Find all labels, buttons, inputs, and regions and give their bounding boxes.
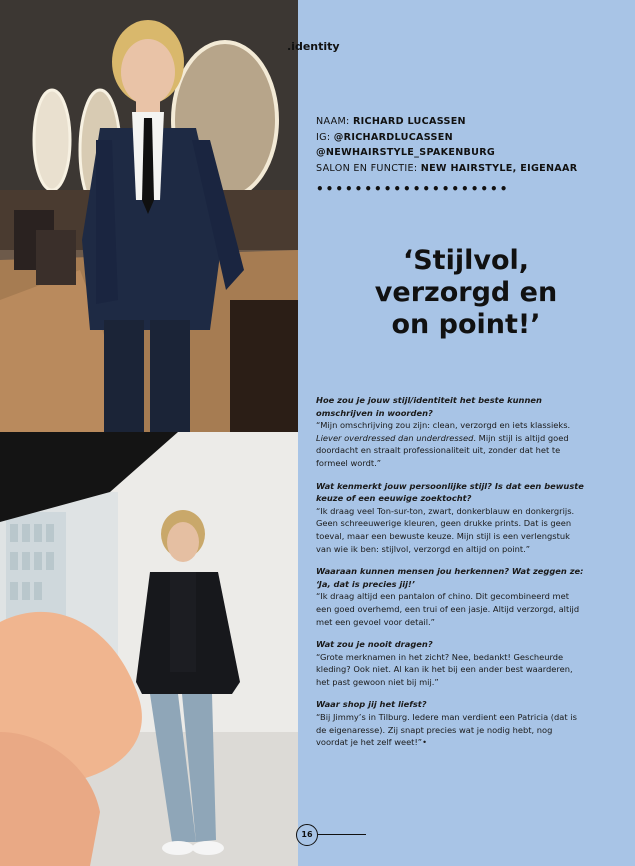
dotted-divider: •••••••••••••••••••• (316, 182, 510, 196)
question: Hoe zou je jouw stijl/identiteit het beste kunnen omschrijven in woorden? (316, 395, 542, 418)
qa-item (316, 394, 584, 470)
answer-emphasis: Liever overdressed dan underdressed (316, 432, 474, 443)
qa-item (316, 565, 584, 628)
profile-ig-value-2: @NEWHAIRSTYLE_SPAKENBURG (316, 147, 496, 158)
qa-item (316, 480, 584, 556)
page-number: 16 (296, 824, 318, 846)
profile-ig-row-2 (316, 145, 626, 161)
studio-shoot-photo (0, 432, 298, 866)
pull-quote (316, 245, 616, 341)
photo-column (0, 0, 298, 866)
interview-body (316, 394, 584, 759)
answer: “Ik draag veel Ton-sur-ton, zwart, donkerblauw en donkergrijs. Geen schreeuwerige kleuren, geen drukke prints. Dat is geen toeval, maar een bewuste keuze. Mijn stijl is een verlengstuk van wie ik ben: stijlvol, verzorgd en altijd on point.” (316, 505, 575, 554)
answer-text-end: . Mijn stijl is altijd goed doordacht en straalt professionaliteit uit, zonder dat het te formeel wordt.” (316, 432, 569, 468)
profile-role-value: NEW HAIRSTYLE, EIGENAAR (420, 162, 578, 174)
answer: “Ik draag altijd een pantalon of chino. Dit gecombineerd met een goed overhemd, een trui of een jasje. Altijd verzorgd, altijd met een gevoel voor detail.” (316, 591, 580, 627)
question: Waar shop jij het liefst? (316, 699, 427, 710)
question: Waaraan kunnen mensen jou herkennen? Wat zeggen ze: ‘Ja, dat is precies jij!’ (316, 566, 584, 589)
pull-quote-line-2: verzorgd en (374, 277, 558, 308)
answer (316, 419, 584, 469)
section-tag: .identity (287, 40, 340, 53)
qa-item (316, 638, 584, 688)
profile-ig-row (316, 130, 626, 146)
question: Wat kenmerkt jouw persoonlijke stijl? Is dat een bewuste keuze of een eeuwige zoektocht? (316, 480, 584, 504)
answer-text: “Mijn omschrijving zou zijn: clean, verzorgd en iets klassieks. (316, 420, 571, 431)
question: Wat zou je nooit dragen? (316, 639, 433, 650)
salon-portrait-photo (0, 0, 298, 432)
profile-name-row (316, 114, 626, 130)
answer: “Grote merknamen in het zicht? Nee, bedankt! Gescheurde kleding? Ook niet. Al kan ik het bij een ander best waarderen, het past gewoon niet bij mij.” (316, 651, 573, 687)
pull-quote-line-3: on point!’ (391, 309, 541, 340)
answer: “Bij Jimmy’s in Tilburg. Iedere man verdient een Patricia (dat is de eigenaresse). Zij snapt precies wat je nodig hebt, nog voordat je het zelf weet!”• (316, 712, 577, 748)
profile-ig-key: IG: (316, 131, 334, 143)
profile-ig-value-1: @RICHARDLUCASSEN (333, 131, 453, 143)
profile-block (316, 114, 626, 176)
qa-item (316, 698, 584, 748)
profile-role-row (316, 161, 626, 177)
profile-name-key: NAAM: (316, 116, 353, 127)
profile-role-key: SALON EN FUNCTIE: (316, 162, 421, 174)
pull-quote-line-1: ‘Stijlvol, (402, 245, 530, 276)
page-number-rule (318, 834, 366, 835)
profile-name-value: RICHARD LUCASSEN (352, 116, 466, 127)
